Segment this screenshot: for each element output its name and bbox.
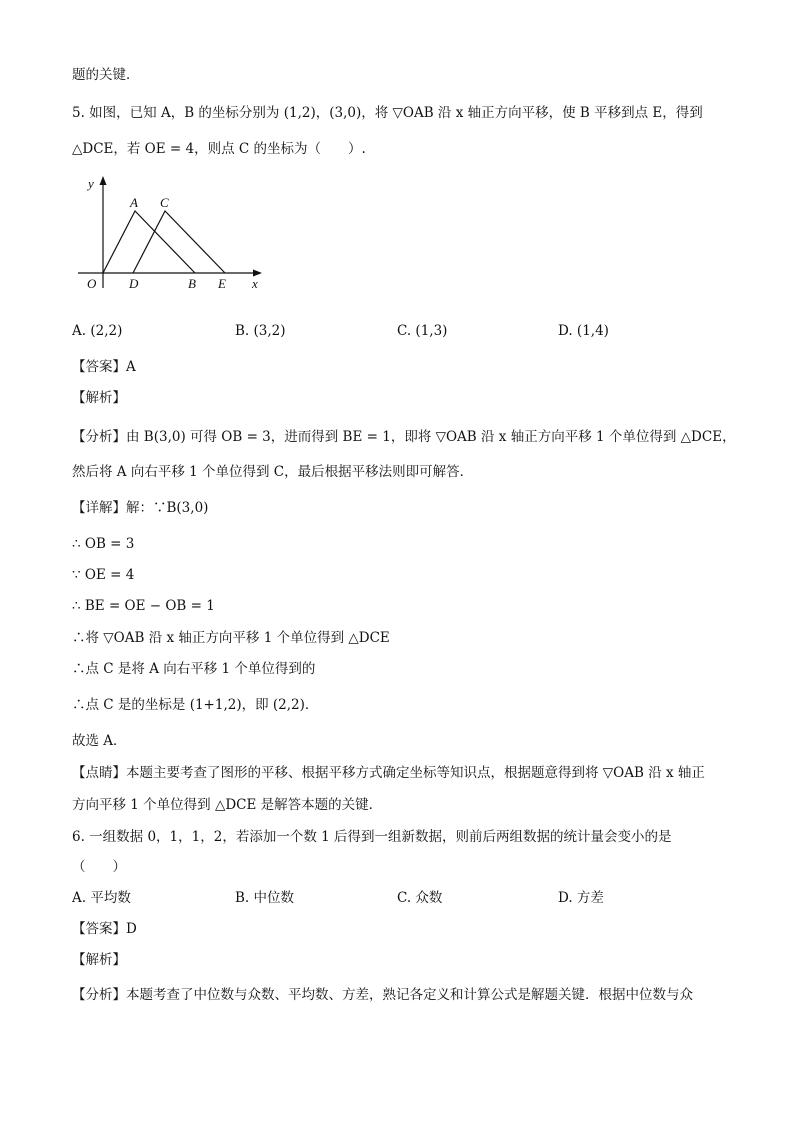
label-a: A [130, 195, 138, 210]
q6-option-a: A. 平均数 [72, 890, 131, 906]
q5-detail-line6: ∴点 C 是将 A 向右平移 1 个单位得到的 [72, 661, 316, 677]
q5-answer: 【答案】A [72, 359, 136, 375]
q5-detail-line1: 【详解】解：∵B(3,0) [72, 500, 209, 516]
q5-option-b: B. (3,2) [235, 323, 286, 339]
y-axis-arrow-icon [100, 176, 107, 185]
label-x: x [252, 276, 258, 291]
label-o: O [87, 276, 97, 291]
q5-option-a: A. (2,2) [72, 323, 123, 339]
q6-option-c: C. 众数 [397, 890, 443, 906]
question-5-stem-line1: 5. 如图，已知 A，B 的坐标分别为 (1,2)，(3,0)，将 ▽OAB 沿 x 轴正方向平移，使 B 平移到点 E，得到 [72, 105, 703, 121]
translation-figure [72, 170, 272, 295]
q6-analysis-line1: 【分析】本题考查了中位数与众数、平均数、方差，熟记各定义和计算公式是解题关键．根据中位数与众 [72, 987, 693, 1003]
q6-answer: 【答案】D [72, 921, 137, 937]
q6-option-d: D. 方差 [558, 890, 604, 906]
question-6-stem-line2: （ ） [72, 859, 126, 875]
q5-detail-line5: ∴将 ▽OAB 沿 x 轴正方向平移 1 个单位得到 △DCE [72, 630, 390, 646]
question-6-stem-line1: 6. 一组数据 0，1，1，2，若添加一个数 1 后得到一组新数据，则前后两组数据的统计量会变小的是 [72, 829, 672, 845]
question-5-stem-line2: △DCE，若 OE = 4，则点 C 的坐标为（ ）. [72, 141, 366, 157]
q5-option-c: C. (1,3) [397, 323, 448, 339]
q5-detail-line4: ∴ BE = OE − OB = 1 [72, 598, 215, 614]
q5-detail-line3: ∵ OE = 4 [72, 567, 135, 583]
text-line-prev-key: 题的关键． [72, 67, 140, 83]
q5-conclusion: 故选 A． [72, 733, 127, 749]
label-c: C [160, 195, 169, 210]
q5-comment-line1: 【点睛】本题主要考查了图形的平移、根据平移方式确定坐标等知识点，根据题意得到将 ▽OAB 沿 x 轴正 [72, 765, 705, 781]
q6-analysis-heading: 【解析】 [72, 952, 126, 968]
label-b: B [188, 276, 196, 291]
label-d: D [129, 276, 139, 291]
label-e: E [218, 276, 226, 291]
q5-analysis-line2: 然后将 A 向右平移 1 个单位得到 C，最后根据平移法则即可解答． [72, 464, 474, 480]
q5-detail-line7: ∴点 C 是的坐标是 (1+1,2)，即 (2,2)． [72, 697, 319, 713]
q6-option-b: B. 中位数 [235, 890, 295, 906]
q5-detail-line2: ∴ OB = 3 [72, 536, 135, 552]
label-y: y [88, 176, 94, 191]
triangle-dce [133, 211, 225, 273]
q5-analysis-heading: 【解析】 [72, 390, 126, 406]
q5-option-d: D. (1,4) [558, 323, 609, 339]
q5-comment-line2: 方向平移 1 个单位得到 △DCE 是解答本题的关键． [72, 797, 383, 813]
q5-analysis-line1: 【分析】由 B(3,0) 可得 OB = 3，进而得到 BE = 1，即将 ▽OAB 沿 x 轴正方向平移 1 个单位得到 △DCE， [72, 429, 736, 445]
